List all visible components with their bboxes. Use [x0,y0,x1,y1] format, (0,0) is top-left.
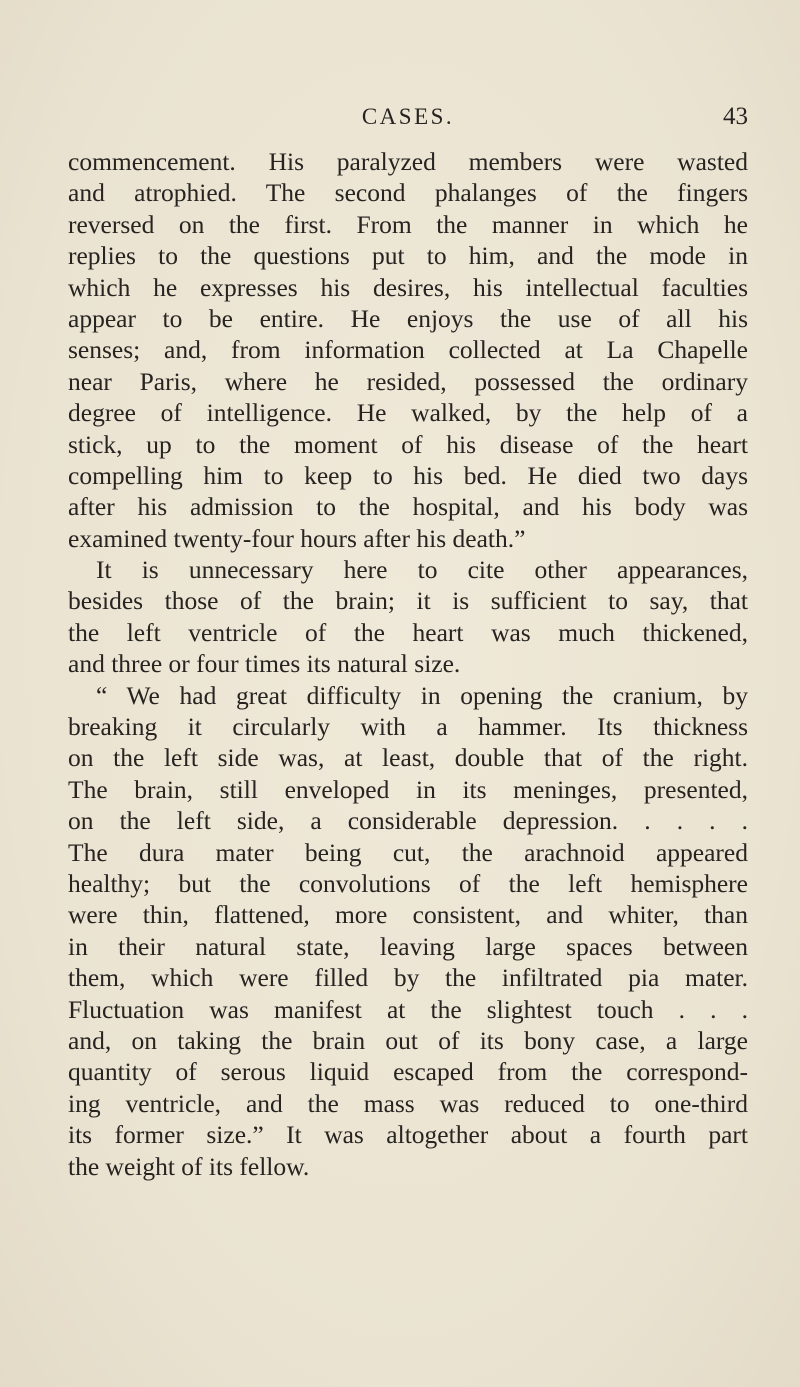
text-line: It is unnecessary here to cite other appearances, [96,555,748,585]
text-line: and three or four times its natural size. [68,649,461,679]
running-title: CASES. [361,104,455,129]
text-line: them, which were filled by the infiltrated pia mater. [68,963,748,993]
text-line: degree of intelligence. He walked, by the help of a [68,398,748,428]
running-head [68,100,748,134]
body-text [68,146,748,1182]
text-line: examined twenty-four hours after his death.” [68,523,526,553]
text-line: stick, up to the moment of his disease of the heart [68,429,748,459]
text-line: The dura mater being cut, the arachnoid appeared [68,837,748,867]
text-line: appear to be entire. He enjoys the use of all his [68,303,748,333]
text-line: the left ventricle of the heart was much thickened, [68,617,748,647]
text-line: “ We had great difficulty in opening the cranium, by [96,680,748,710]
text-line: breaking it circularly with a hammer. Its thickness [68,712,748,742]
text-line: after his admission to the hospital, and his body was [68,492,748,522]
text-line: The brain, still enveloped in its meninges, presented, [68,774,748,804]
text-line: replies to the questions put to him, and the mode in [68,241,748,271]
text-line: on the left side, a considerable depression. . . . . [68,806,748,836]
text-line: on the left side was, at least, double that of the right. [68,743,748,773]
text-line: quantity of serous liquid escaped from the correspond- [68,1057,748,1087]
text-line: reversed on the first. From the manner in which he [68,209,748,239]
text-line: in their natural state, leaving large spaces between [68,931,748,961]
text-line: and, on taking the brain out of its bony case, a large [68,1025,748,1055]
text-line: which he expresses his desires, his intellectual faculties [68,272,748,302]
text-line: commencement. His paralyzed members were wasted [68,147,748,176]
text-line: Fluctuation was manifest at the slightest touch . . . [68,994,748,1024]
text-line: and atrophied. The second phalanges of the fingers [68,178,748,208]
text-line: senses; and, from information collected at La Chapelle [68,335,748,365]
text-line: near Paris, where he resided, possessed the ordinary [68,366,748,396]
text-line: besides those of the brain; it is sufficient to say, that [68,586,748,616]
page-number: 43 [723,103,748,130]
text-line: compelling him to keep to his bed. He died two days [68,460,748,490]
text-line: its former size.” It was altogether about a fourth part [68,1120,748,1150]
text-line: the weight of its fellow. [68,1151,310,1181]
text-line: healthy; but the convolutions of the left hemisphere [68,868,748,898]
text-line: ing ventricle, and the mass was reduced to one-third [68,1088,748,1118]
text-line: were thin, flattened, more consistent, and whiter, than [68,900,748,930]
